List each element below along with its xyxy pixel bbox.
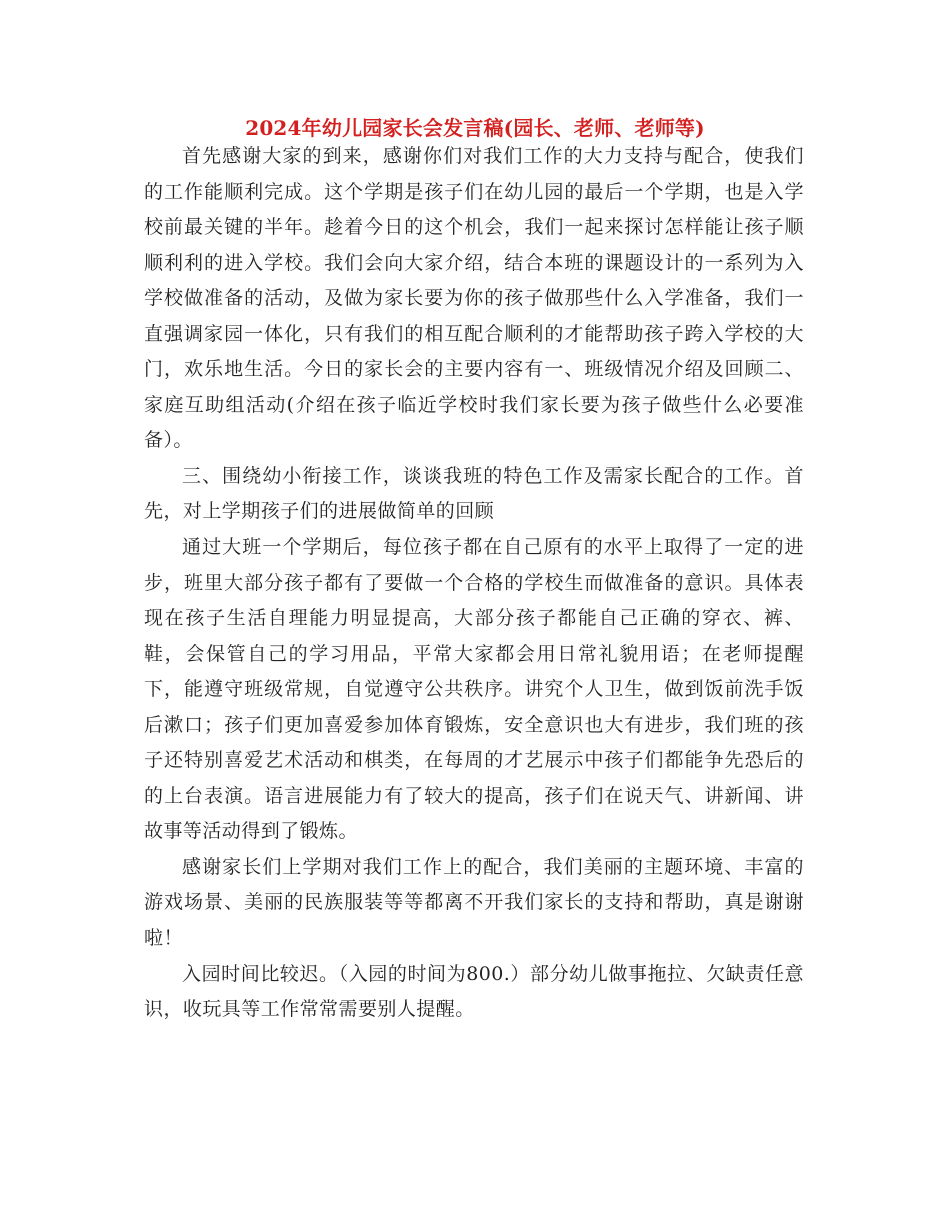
document-body <box>144 139 804 1028</box>
paragraph-thanks-parents: 感谢家长们上学期对我们工作上的配合，我们美丽的主题环境、丰富的游戏场景、美丽的民族服装等等都离不开我们家长的支持和帮助，真是谢谢啦！ <box>144 855 804 950</box>
paragraph-intro: 首先感谢大家的到来，感谢你们对我们工作的大力支持与配合，使我们的工作能顺利完成。这个学期是孩子们在幼儿园的最后一个学期，也是入学校前最关键的半年。趁着今日的这个机会，我们一起来探讨怎样能让孩子顺顺利利的进入学校。我们会向大家介绍，结合本班的课题设计的一系列为入学校做准备的活动，及做为家长要为你的孩子做那些什么入学准备，我们一直强调家园一体化，只有我们的相互配合顺利的才能帮助孩子跨入学校的大门，欢乐地生活。今日的家长会的主要内容有一、班级情况介绍及回顾二、家庭互助组活动(介绍在孩子临近学校时我们家长要为孩子做些什么必要准备）。 <box>144 145 804 452</box>
paragraph-agenda-three: 三、围绕幼小衔接工作，谈谈我班的特色工作及需家长配合的工作。首先，对上学期孩子们的进展做简单的回顾 <box>144 464 804 523</box>
document-title: 2024年幼儿园家长会发言稿(园长、老师、老师等) <box>245 116 705 140</box>
paragraph-progress-review: 通过大班一个学期后，每位孩子都在自己原有的水平上取得了一定的进步，班里大部分孩子都有了要做一个合格的学校生而做准备的意识。具体表现在孩子生活自理能力明显提高，大部分孩子都能自己正确的穿衣、裤、鞋，会保管自己的学习用品，平常大家都会用日常礼貌用语；在老师提醒下，能遵守班级常规，自觉遵守公共秩序。讲究个人卫生，做到饭前洗手饭后漱口；孩子们更加喜爱参加体育锻炼，安全意识也大有进步，我们班的孩子还特别喜爱艺术活动和棋类，在每周的才艺展示中孩子们都能争先恐后的的上台表演。语言进展能力有了较大的提高，孩子们在说天气、讲新闻、讲故事等活动得到了锻炼。 <box>144 536 804 843</box>
paragraph-issues: 入园时间比较迟。（入园的时间为800.）部分幼儿做事拖拉、欠缺责任意识，收玩具等工作常常需要别人提醒。 <box>144 962 804 1021</box>
